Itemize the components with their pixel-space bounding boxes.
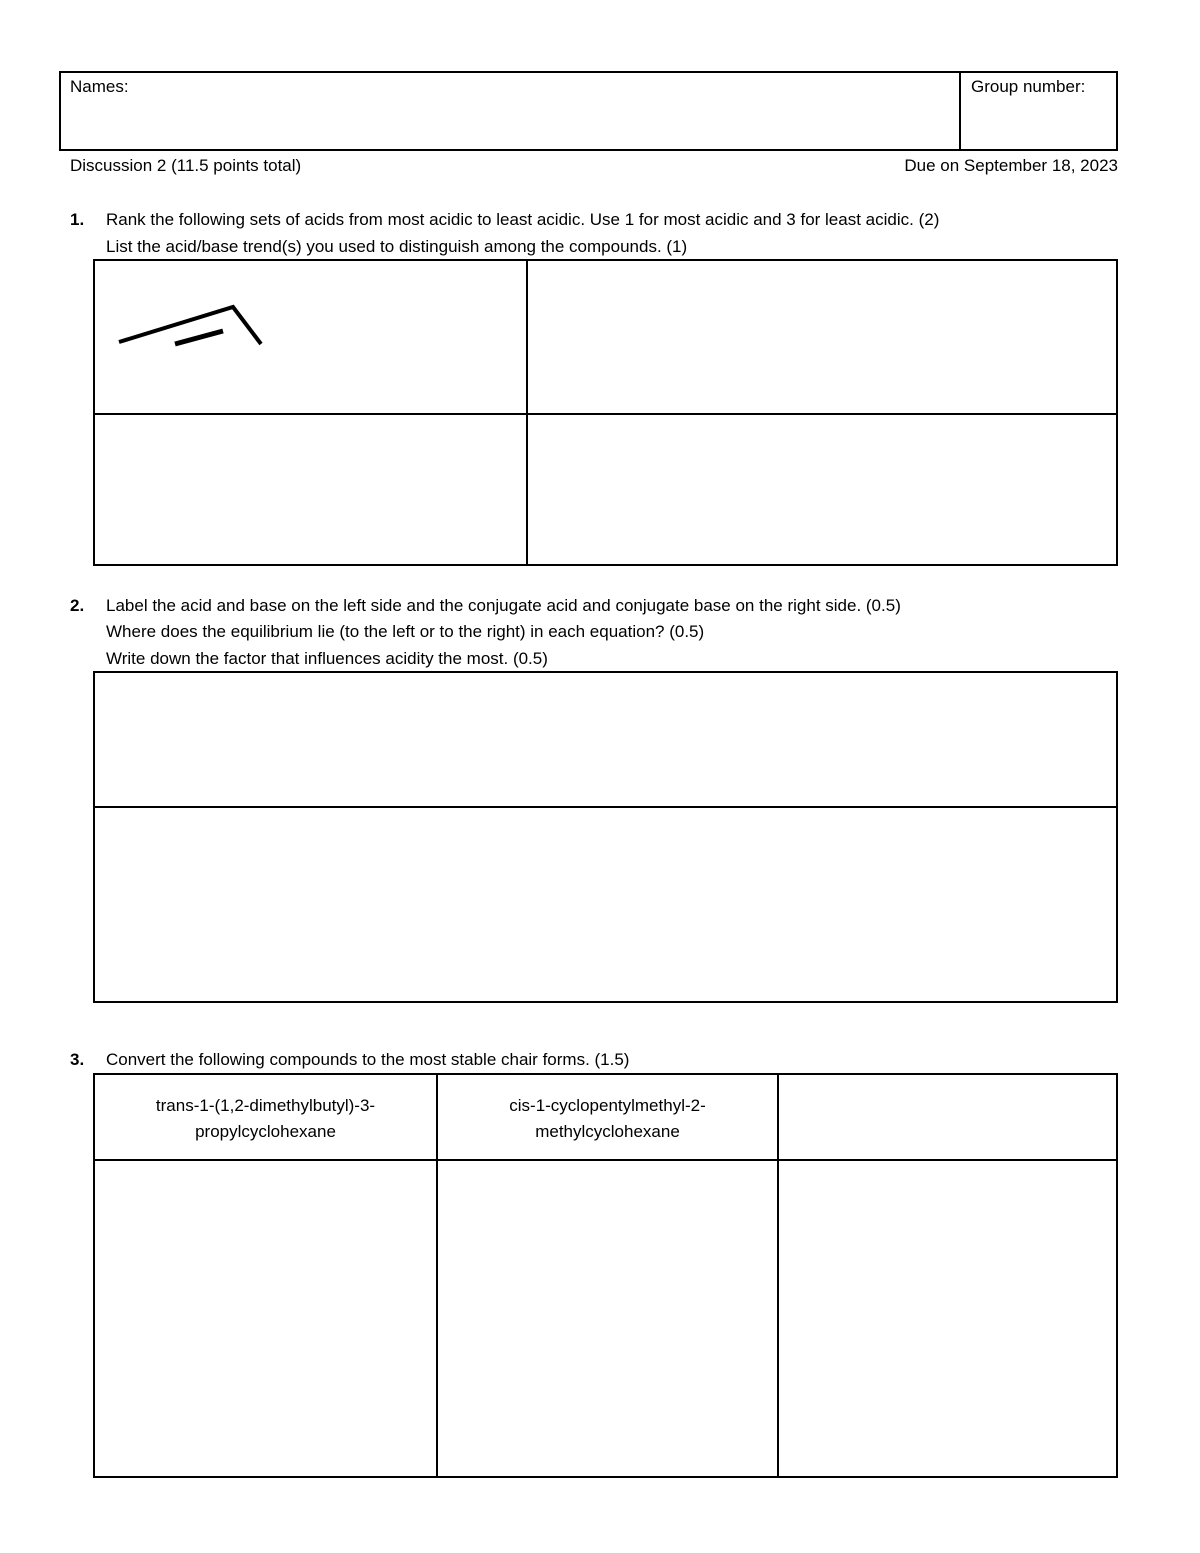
q2-answer-table (93, 671, 1118, 1003)
compound-name-1 (95, 1075, 438, 1161)
chair-answer-1 (95, 1161, 438, 1476)
due-date: Due on September 18, 2023 (904, 156, 1118, 175)
discussion-title: Discussion 2 (11.5 points total) (70, 156, 302, 175)
q3-answer-table (93, 1073, 1118, 1478)
group-number-label: Group number: (971, 77, 1086, 96)
q2-instruction: Label the acid and base on the left side and the conjugate acid and conjugate base on the right side. (0.5) (106, 596, 901, 615)
compound-name-3 (779, 1075, 1116, 1161)
q1-cell-3 (95, 415, 528, 564)
chair-answer-3 (779, 1161, 1116, 1476)
q1-cell-4 (528, 415, 1116, 564)
compound-2-line-1: cis-1-cyclopentylmethyl-2- (509, 1096, 706, 1115)
compound-1-line-2: propylcyclohexane (195, 1122, 336, 1141)
q2-cell-1 (95, 673, 1116, 808)
compound-2-line-2: methylcyclohexane (535, 1122, 680, 1141)
q2-equilibrium-instruction: Where does the equilibrium lie (to the left or to the right) in each equation? (0.5) (106, 622, 705, 641)
q1-answer-table (93, 259, 1118, 566)
q1-trend-instruction: List the acid/base trend(s) you used to distinguish among the compounds. (1) (106, 237, 688, 256)
compound-1-line-1: trans-1-(1,2-dimethylbutyl)-3- (155, 1096, 376, 1115)
q1-cell-2 (528, 261, 1116, 415)
q1-cell-1 (95, 261, 528, 415)
q2-factor-instruction: Write down the factor that influences acidity the most. (0.5) (106, 649, 548, 668)
q1-number: 1. (70, 210, 85, 229)
chair-answer-2 (438, 1161, 779, 1476)
q2-cell-2 (95, 808, 1116, 1001)
q1-instruction: Rank the following sets of acids from most acidic to least acidic. Use 1 for most acidic and 3 for least acidic. (2) (106, 210, 940, 229)
q3-instruction: Convert the following compounds to the most stable chair forms. (1.5) (106, 1050, 630, 1069)
q3-number: 3. (70, 1050, 85, 1069)
names-label: Names: (70, 77, 129, 96)
compound-name-2 (438, 1075, 779, 1161)
header-divider (959, 71, 961, 151)
q2-number: 2. (70, 596, 85, 615)
molecule-sketch (95, 261, 528, 415)
